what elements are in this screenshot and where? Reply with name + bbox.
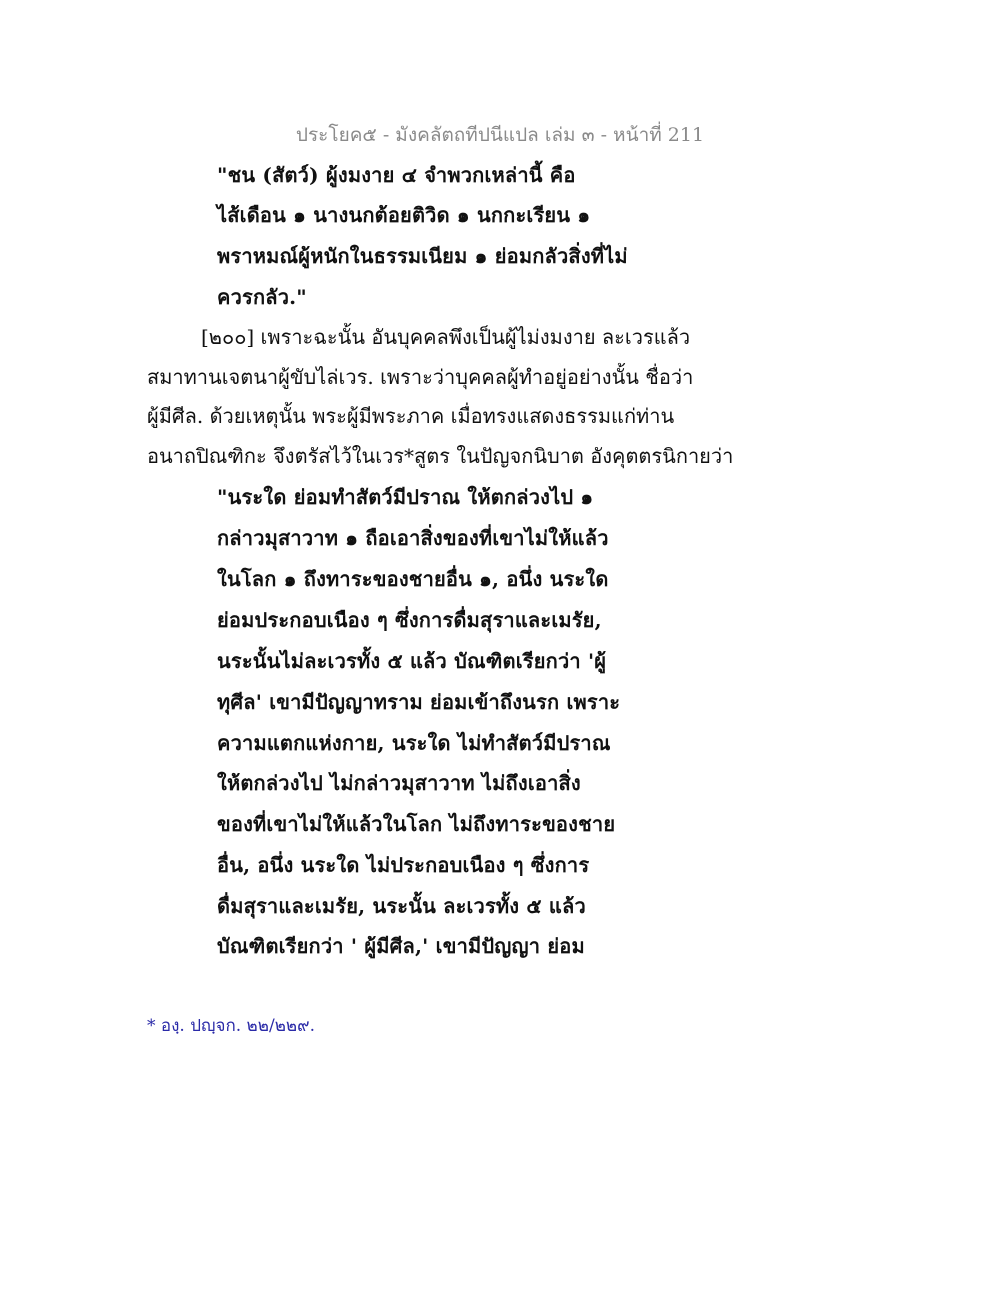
verse2-line-11: ดื่มสุราและเมรัย, นระนั้น ละเวรทั้ง ๕ แล้ว bbox=[217, 894, 586, 918]
verse1-line-3: พราหมณ์ผู้หนักในธรรมเนียม ๑ ย่อมกลัวสิ่งที่ไม่ bbox=[217, 244, 628, 268]
paragraph-line-2: สมาทานเจตนาผู้ขับไล่เวร. เพราะว่าบุคคลผู้ทำอยู่อย่างนั้น ชื่อว่า bbox=[147, 365, 694, 389]
paragraph-line-4: อนาถปิณฑิกะ จึงตรัสไว้ในเวร*สูตร ในปัญจกนิบาต อังคุตตรนิกายว่า bbox=[147, 444, 734, 468]
verse2-line-10: อื่น, อนึ่ง นระใด ไม่ประกอบเนือง ๆ ซึ่งการ bbox=[217, 853, 590, 877]
footnote: * องฺ. ปญฺจก. ๒๒/๒๒๙. bbox=[147, 1016, 315, 1036]
verse2-line-4: ย่อมประกอบเนือง ๆ ซึ่งการดื่มสุราและเมรัย, bbox=[217, 608, 602, 632]
verse2-line-9: ของที่เขาไม่ให้แล้วในโลก ไม่ถึงทาระของชาย bbox=[217, 812, 616, 836]
verse2-line-1: "นระใด ย่อมทำสัตว์มีปราณ ให้ตกล่วงไป ๑ bbox=[217, 485, 594, 509]
verse2-line-5: นระนั้นไม่ละเวรทั้ง ๕ แล้ว บัณฑิตเรียกว่า 'ผู้ bbox=[217, 649, 607, 673]
verse2-line-6: ทุศีล' เขามีปัญญาทราม ย่อมเข้าถึงนรก เพราะ bbox=[217, 690, 621, 714]
page-header: ประโยค๕ - มังคลัตถทีปนีแปล เล่ม ๓ - หน้าที่ 211 bbox=[295, 124, 705, 146]
verse2-line-8: ให้ตกล่วงไป ไม่กล่าวมุสาวาท ไม่ถึงเอาสิ่ง bbox=[217, 771, 581, 795]
verse2-line-12: บัณฑิตเรียกว่า ' ผู้มีศีล,' เขามีปัญญา ย่อม bbox=[217, 934, 585, 958]
verse2-line-3: ในโลก ๑ ถึงทาระของชายอื่น ๑, อนึ่ง นระใด bbox=[217, 567, 609, 591]
verse2-line-2: กล่าวมุสาวาท ๑ ถือเอาสิ่งของที่เขาไม่ให้แล้ว bbox=[217, 526, 609, 550]
paragraph-line-1: [๒๐๐] เพราะฉะนั้น อันบุคคลพึงเป็นผู้ไม่งมงาย ละเวรแล้ว bbox=[201, 325, 691, 349]
verse2-line-7: ความแตกแห่งกาย, นระใด ไม่ทำสัตว์มีปราณ bbox=[217, 731, 611, 755]
verse1-line-4: ควรกลัว." bbox=[217, 285, 307, 309]
verse1-line-1: "ชน (สัตว์) ผู้งมงาย ๔ จำพวกเหล่านี้ คือ bbox=[217, 163, 576, 187]
paragraph-line-3: ผู้มีศีล. ด้วยเหตุนั้น พระผู้มีพระภาค เมื่อทรงแสดงธรรมแก่ท่าน bbox=[147, 404, 675, 428]
verse1-line-2: ไส้เดือน ๑ นางนกต้อยติวิด ๑ นกกะเรียน ๑ bbox=[217, 203, 591, 227]
